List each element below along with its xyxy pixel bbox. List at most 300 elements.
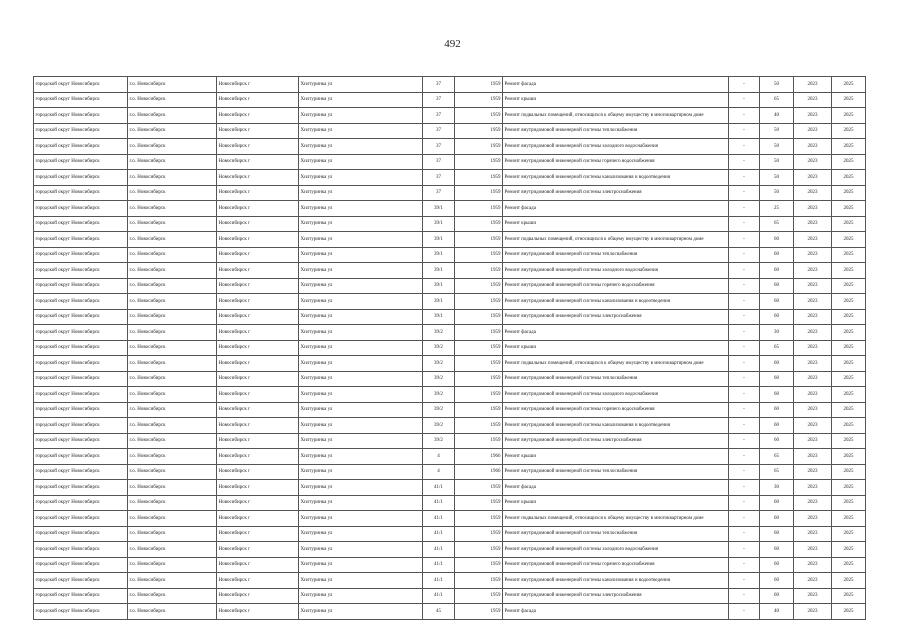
cell-year-built: 1959 — [455, 340, 503, 356]
cell-year-built: 1959 — [455, 557, 503, 573]
cell-year-built: 1959 — [455, 170, 503, 186]
table-row — [34, 387, 866, 403]
cell-year-start: 2023 — [794, 356, 832, 372]
table-row — [34, 557, 866, 573]
cell-locality: Новосибирск г — [217, 573, 299, 589]
cell-work-type: Ремонт внутридомовой инженерной системы теплоснабжения — [503, 123, 729, 139]
cell-year-start: 2023 — [794, 371, 832, 387]
cell-year-built: 1959 — [455, 356, 503, 372]
cell-volume: 60 — [760, 356, 794, 372]
cell-year-built: 1959 — [455, 573, 503, 589]
cell-extra: - — [729, 77, 760, 93]
cell-gorod: г.о. Новосибирск — [128, 433, 217, 449]
cell-year-end: 2025 — [832, 325, 866, 341]
cell-house: 39/1 — [423, 294, 455, 310]
cell-year-start: 2023 — [794, 139, 832, 155]
cell-extra: - — [729, 139, 760, 155]
cell-year-end: 2025 — [832, 92, 866, 108]
cell-year-built: 1959 — [455, 418, 503, 434]
cell-year-end: 2025 — [832, 201, 866, 217]
cell-locality: Новосибирск г — [217, 557, 299, 573]
table-row — [34, 588, 866, 604]
cell-locality: Новосибирск г — [217, 232, 299, 248]
table-row — [34, 185, 866, 201]
cell-year-start: 2023 — [794, 433, 832, 449]
cell-house: 39/2 — [423, 356, 455, 372]
cell-year-start: 2023 — [794, 511, 832, 527]
cell-year-end: 2025 — [832, 232, 866, 248]
cell-volume: 60 — [760, 418, 794, 434]
table-row — [34, 433, 866, 449]
cell-gorod: г.о. Новосибирск — [128, 402, 217, 418]
cell-year-start: 2023 — [794, 340, 832, 356]
cell-year-end: 2025 — [832, 123, 866, 139]
cell-house: 45 — [423, 604, 455, 620]
cell-year-end: 2025 — [832, 77, 866, 93]
cell-street: Хилтуринка ул — [299, 340, 423, 356]
cell-gorod: г.о. Новосибирск — [128, 557, 217, 573]
cell-volume: 60 — [760, 232, 794, 248]
cell-work-type: Ремонт подвальных помещений, относящихся к общему имуществу в многоквартирном доме — [503, 356, 729, 372]
table-row — [34, 92, 866, 108]
cell-work-type: Ремонт внутридомовой инженерной системы электроснабжения — [503, 185, 729, 201]
table-row — [34, 77, 866, 93]
cell-extra: - — [729, 480, 760, 496]
cell-locality: Новосибирск г — [217, 247, 299, 263]
cell-house: 41/1 — [423, 542, 455, 558]
cell-gorod: г.о. Новосибирск — [128, 418, 217, 434]
cell-work-type: Ремонт крыши — [503, 92, 729, 108]
cell-street: Хилтуринка ул — [299, 92, 423, 108]
table-row — [34, 371, 866, 387]
cell-house: 41/1 — [423, 526, 455, 542]
cell-year-built: 1966 — [455, 449, 503, 465]
cell-work-type: Ремонт внутридомовой инженерной системы холодного водоснабжения — [503, 139, 729, 155]
cell-house: 37 — [423, 170, 455, 186]
cell-year-start: 2023 — [794, 495, 832, 511]
cell-locality: Новосибирск г — [217, 216, 299, 232]
cell-year-start: 2023 — [794, 325, 832, 341]
cell-year-end: 2025 — [832, 573, 866, 589]
cell-year-built: 1959 — [455, 371, 503, 387]
cell-street: Хилтуринка ул — [299, 325, 423, 341]
cell-work-type: Ремонт внутридомовой инженерной системы горячего водоснабжения — [503, 557, 729, 573]
cell-work-type: Ремонт внутридомовой инженерной системы холодного водоснабжения — [503, 387, 729, 403]
cell-house: 39/1 — [423, 263, 455, 279]
cell-gorod: г.о. Новосибирск — [128, 573, 217, 589]
cell-volume: 60 — [760, 247, 794, 263]
cell-volume: 65 — [760, 92, 794, 108]
cell-year-end: 2025 — [832, 356, 866, 372]
cell-locality: Новосибирск г — [217, 108, 299, 124]
cell-work-type: Ремонт внутридомовой инженерной системы горячего водоснабжения — [503, 402, 729, 418]
cell-street: Хилтуринка ул — [299, 371, 423, 387]
cell-street: Хилтуринка ул — [299, 402, 423, 418]
cell-street: Хилтуринка ул — [299, 108, 423, 124]
cell-gorod: г.о. Новосибирск — [128, 216, 217, 232]
cell-extra: - — [729, 433, 760, 449]
table-row — [34, 232, 866, 248]
cell-street: Хилтуринка ул — [299, 588, 423, 604]
cell-work-type: Ремонт внутридомовой инженерной системы канализования и водоотведения — [503, 418, 729, 434]
cell-extra: - — [729, 387, 760, 403]
cell-year-built: 1959 — [455, 480, 503, 496]
cell-year-end: 2025 — [832, 418, 866, 434]
cell-year-built: 1959 — [455, 542, 503, 558]
table-row — [34, 542, 866, 558]
cell-gorod: г.о. Новосибирск — [128, 495, 217, 511]
cell-year-built: 1959 — [455, 309, 503, 325]
cell-year-start: 2023 — [794, 108, 832, 124]
cell-street: Хилтуринка ул — [299, 139, 423, 155]
cell-street: Хилтуринка ул — [299, 294, 423, 310]
cell-extra: - — [729, 325, 760, 341]
cell-year-built: 1959 — [455, 216, 503, 232]
cell-extra: - — [729, 495, 760, 511]
cell-year-built: 1959 — [455, 294, 503, 310]
cell-okrug: городской округ Новосибирск — [34, 387, 128, 403]
cell-extra: - — [729, 557, 760, 573]
cell-year-start: 2023 — [794, 402, 832, 418]
cell-gorod: г.о. Новосибирск — [128, 480, 217, 496]
cell-extra: - — [729, 232, 760, 248]
cell-year-end: 2025 — [832, 170, 866, 186]
table-row — [34, 247, 866, 263]
cell-house: 4 — [423, 464, 455, 480]
cell-street: Хилтуринка ул — [299, 185, 423, 201]
table-row — [34, 511, 866, 527]
cell-okrug: городской округ Новосибирск — [34, 325, 128, 341]
cell-work-type: Ремонт фасада — [503, 480, 729, 496]
cell-work-type: Ремонт фасада — [503, 604, 729, 620]
table-row — [34, 464, 866, 480]
cell-gorod: г.о. Новосибирск — [128, 139, 217, 155]
cell-year-end: 2025 — [832, 542, 866, 558]
cell-extra: - — [729, 402, 760, 418]
cell-okrug: городской округ Новосибирск — [34, 418, 128, 434]
cell-street: Хилтуринка ул — [299, 263, 423, 279]
cell-gorod: г.о. Новосибирск — [128, 201, 217, 217]
cell-year-start: 2023 — [794, 278, 832, 294]
cell-gorod: г.о. Новосибирск — [128, 170, 217, 186]
cell-year-end: 2025 — [832, 557, 866, 573]
cell-street: Хилтуринка ул — [299, 480, 423, 496]
cell-year-built: 1959 — [455, 495, 503, 511]
cell-year-built: 1959 — [455, 77, 503, 93]
cell-volume: 25 — [760, 201, 794, 217]
cell-year-start: 2023 — [794, 216, 832, 232]
cell-year-end: 2025 — [832, 263, 866, 279]
cell-extra: - — [729, 92, 760, 108]
cell-work-type: Ремонт подвальных помещений, относящихся к общему имуществу в многоквартирном доме — [503, 511, 729, 527]
cell-house: 39/2 — [423, 340, 455, 356]
cell-okrug: городской округ Новосибирск — [34, 216, 128, 232]
cell-year-end: 2025 — [832, 371, 866, 387]
table-row — [34, 216, 866, 232]
cell-okrug: городской округ Новосибирск — [34, 263, 128, 279]
cell-year-built: 1959 — [455, 526, 503, 542]
cell-street: Хилтуринка ул — [299, 247, 423, 263]
table-row — [34, 263, 866, 279]
cell-work-type: Ремонт фасада — [503, 201, 729, 217]
cell-extra: - — [729, 108, 760, 124]
cell-volume: 40 — [760, 604, 794, 620]
cell-gorod: г.о. Новосибирск — [128, 464, 217, 480]
cell-house: 41/1 — [423, 588, 455, 604]
cell-locality: Новосибирск г — [217, 201, 299, 217]
cell-volume: 65 — [760, 449, 794, 465]
cell-locality: Новосибирск г — [217, 604, 299, 620]
cell-extra: - — [729, 371, 760, 387]
cell-work-type: Ремонт внутридомовой инженерной системы электроснабжения — [503, 309, 729, 325]
cell-extra: - — [729, 278, 760, 294]
cell-house: 41/1 — [423, 480, 455, 496]
cell-okrug: городской округ Новосибирск — [34, 526, 128, 542]
cell-year-end: 2025 — [832, 604, 866, 620]
cell-locality: Новосибирск г — [217, 294, 299, 310]
cell-locality: Новосибирск г — [217, 464, 299, 480]
cell-okrug: городской округ Новосибирск — [34, 247, 128, 263]
cell-work-type: Ремонт крыши — [503, 216, 729, 232]
cell-year-end: 2025 — [832, 464, 866, 480]
cell-year-end: 2025 — [832, 480, 866, 496]
cell-work-type: Ремонт внутридомовой инженерной системы канализования и водоотведения — [503, 573, 729, 589]
cell-gorod: г.о. Новосибирск — [128, 526, 217, 542]
cell-okrug: городской округ Новосибирск — [34, 185, 128, 201]
cell-locality: Новосибирск г — [217, 325, 299, 341]
cell-okrug: городской округ Новосибирск — [34, 495, 128, 511]
cell-okrug: городской округ Новосибирск — [34, 402, 128, 418]
cell-gorod: г.о. Новосибирск — [128, 356, 217, 372]
cell-house: 37 — [423, 92, 455, 108]
cell-okrug: городской округ Новосибирск — [34, 480, 128, 496]
cell-year-end: 2025 — [832, 433, 866, 449]
table-row — [34, 402, 866, 418]
cell-gorod: г.о. Новосибирск — [128, 309, 217, 325]
cell-extra: - — [729, 511, 760, 527]
cell-year-end: 2025 — [832, 387, 866, 403]
cell-house: 39/2 — [423, 371, 455, 387]
cell-year-start: 2023 — [794, 573, 832, 589]
cell-street: Хилтуринка ул — [299, 278, 423, 294]
cell-gorod: г.о. Новосибирск — [128, 154, 217, 170]
table-row — [34, 309, 866, 325]
cell-locality: Новосибирск г — [217, 371, 299, 387]
cell-year-built: 1959 — [455, 278, 503, 294]
cell-year-end: 2025 — [832, 185, 866, 201]
cell-volume: 60 — [760, 542, 794, 558]
cell-street: Хилтуринка ул — [299, 387, 423, 403]
cell-house: 41/1 — [423, 511, 455, 527]
cell-year-start: 2023 — [794, 604, 832, 620]
cell-work-type: Ремонт внутридомовой инженерной системы канализования и водоотведения — [503, 170, 729, 186]
cell-gorod: г.о. Новосибирск — [128, 185, 217, 201]
cell-extra: - — [729, 356, 760, 372]
cell-extra: - — [729, 170, 760, 186]
table-row — [34, 480, 866, 496]
cell-house: 39/1 — [423, 247, 455, 263]
cell-year-built: 1959 — [455, 604, 503, 620]
cell-house: 39/1 — [423, 216, 455, 232]
cell-volume: 30 — [760, 480, 794, 496]
cell-locality: Новосибирск г — [217, 154, 299, 170]
cell-work-type: Ремонт внутридомовой инженерной системы теплоснабжения — [503, 371, 729, 387]
cell-year-built: 1959 — [455, 325, 503, 341]
cell-gorod: г.о. Новосибирск — [128, 232, 217, 248]
cell-year-end: 2025 — [832, 139, 866, 155]
cell-volume: 65 — [760, 216, 794, 232]
cell-house: 39/1 — [423, 278, 455, 294]
cell-okrug: городской округ Новосибирск — [34, 340, 128, 356]
table-row — [34, 526, 866, 542]
cell-locality: Новосибирск г — [217, 356, 299, 372]
cell-extra: - — [729, 526, 760, 542]
cell-extra: - — [729, 309, 760, 325]
table-row — [34, 170, 866, 186]
cell-work-type: Ремонт крыши — [503, 495, 729, 511]
cell-volume: 60 — [760, 495, 794, 511]
cell-locality: Новосибирск г — [217, 418, 299, 434]
cell-gorod: г.о. Новосибирск — [128, 108, 217, 124]
cell-work-type: Ремонт подвальных помещений, относящихся к общему имуществу в многоквартирном доме — [503, 108, 729, 124]
cell-year-start: 2023 — [794, 201, 832, 217]
cell-locality: Новосибирск г — [217, 387, 299, 403]
cell-volume: 50 — [760, 77, 794, 93]
cell-work-type: Ремонт внутридомовой инженерной системы электроснабжения — [503, 588, 729, 604]
cell-okrug: городской округ Новосибирск — [34, 542, 128, 558]
cell-house: 39/2 — [423, 433, 455, 449]
cell-year-end: 2025 — [832, 526, 866, 542]
cell-okrug: городской округ Новосибирск — [34, 201, 128, 217]
cell-locality: Новосибирск г — [217, 542, 299, 558]
cell-year-end: 2025 — [832, 588, 866, 604]
cell-year-end: 2025 — [832, 309, 866, 325]
cell-volume: 60 — [760, 294, 794, 310]
cell-year-end: 2025 — [832, 294, 866, 310]
cell-year-end: 2025 — [832, 278, 866, 294]
cell-house: 37 — [423, 154, 455, 170]
cell-year-built: 1959 — [455, 232, 503, 248]
table-row — [34, 123, 866, 139]
cell-work-type: Ремонт подвальных помещений, относящихся к общему имуществу в многоквартирном доме — [503, 232, 729, 248]
cell-year-start: 2023 — [794, 526, 832, 542]
cell-locality: Новосибирск г — [217, 139, 299, 155]
cell-okrug: городской округ Новосибирск — [34, 139, 128, 155]
cell-extra: - — [729, 418, 760, 434]
cell-work-type: Ремонт внутридомовой инженерной системы электроснабжения — [503, 433, 729, 449]
cell-year-start: 2023 — [794, 263, 832, 279]
cell-volume: 60 — [760, 278, 794, 294]
table-row — [34, 418, 866, 434]
cell-year-built: 1959 — [455, 139, 503, 155]
cell-house: 41/1 — [423, 557, 455, 573]
cell-year-built: 1959 — [455, 387, 503, 403]
cell-extra: - — [729, 340, 760, 356]
cell-house: 37 — [423, 77, 455, 93]
cell-volume: 30 — [760, 325, 794, 341]
cell-locality: Новосибирск г — [217, 77, 299, 93]
table-row — [34, 325, 866, 341]
cell-house: 41/1 — [423, 495, 455, 511]
cell-gorod: г.о. Новосибирск — [128, 340, 217, 356]
cell-volume: 60 — [760, 526, 794, 542]
table-row — [34, 340, 866, 356]
cell-okrug: городской округ Новосибирск — [34, 154, 128, 170]
table-row — [34, 278, 866, 294]
cell-volume: 60 — [760, 433, 794, 449]
cell-okrug: городской округ Новосибирск — [34, 309, 128, 325]
cell-year-start: 2023 — [794, 387, 832, 403]
cell-street: Хилтуринка ул — [299, 201, 423, 217]
cell-volume: 50 — [760, 154, 794, 170]
cell-year-built: 1966 — [455, 464, 503, 480]
cell-year-built: 1959 — [455, 108, 503, 124]
cell-gorod: г.о. Новосибирск — [128, 604, 217, 620]
cell-street: Хилтуринка ул — [299, 154, 423, 170]
cell-locality: Новосибирск г — [217, 170, 299, 186]
table-row — [34, 356, 866, 372]
cell-work-type: Ремонт внутридомовой инженерной системы теплоснабжения — [503, 526, 729, 542]
cell-volume: 60 — [760, 309, 794, 325]
cell-extra: - — [729, 154, 760, 170]
cell-extra: - — [729, 263, 760, 279]
table-row — [34, 201, 866, 217]
table-row — [34, 294, 866, 310]
cell-street: Хилтуринка ул — [299, 449, 423, 465]
cell-okrug: городской округ Новосибирск — [34, 232, 128, 248]
cell-street: Хилтуринка ул — [299, 356, 423, 372]
cell-house: 37 — [423, 185, 455, 201]
cell-volume: 60 — [760, 588, 794, 604]
cell-street: Хилтуринка ул — [299, 77, 423, 93]
cell-street: Хилтуринка ул — [299, 418, 423, 434]
cell-locality: Новосибирск г — [217, 449, 299, 465]
cell-volume: 60 — [760, 557, 794, 573]
cell-year-start: 2023 — [794, 588, 832, 604]
table-row — [34, 573, 866, 589]
cell-year-end: 2025 — [832, 108, 866, 124]
cell-extra: - — [729, 588, 760, 604]
cell-house: 39/2 — [423, 402, 455, 418]
cell-year-start: 2023 — [794, 247, 832, 263]
table-row — [34, 139, 866, 155]
cell-work-type: Ремонт крыши — [503, 340, 729, 356]
cell-year-end: 2025 — [832, 511, 866, 527]
cell-locality: Новосибирск г — [217, 511, 299, 527]
page-number: 492 — [444, 38, 461, 50]
cell-work-type: Ремонт фасада — [503, 77, 729, 93]
cell-okrug: городской округ Новосибирск — [34, 604, 128, 620]
cell-volume: 50 — [760, 123, 794, 139]
cell-okrug: городской округ Новосибирск — [34, 449, 128, 465]
cell-extra: - — [729, 464, 760, 480]
repair-schedule-table — [33, 76, 866, 620]
cell-year-built: 1959 — [455, 247, 503, 263]
cell-extra: - — [729, 573, 760, 589]
cell-locality: Новосибирск г — [217, 340, 299, 356]
cell-year-start: 2023 — [794, 154, 832, 170]
cell-extra: - — [729, 201, 760, 217]
cell-gorod: г.о. Новосибирск — [128, 449, 217, 465]
cell-locality: Новосибирск г — [217, 185, 299, 201]
cell-street: Хилтуринка ул — [299, 495, 423, 511]
table-row — [34, 154, 866, 170]
cell-volume: 60 — [760, 511, 794, 527]
cell-volume: 60 — [760, 402, 794, 418]
cell-street: Хилтуринка ул — [299, 433, 423, 449]
cell-locality: Новосибирск г — [217, 263, 299, 279]
cell-year-start: 2023 — [794, 294, 832, 310]
